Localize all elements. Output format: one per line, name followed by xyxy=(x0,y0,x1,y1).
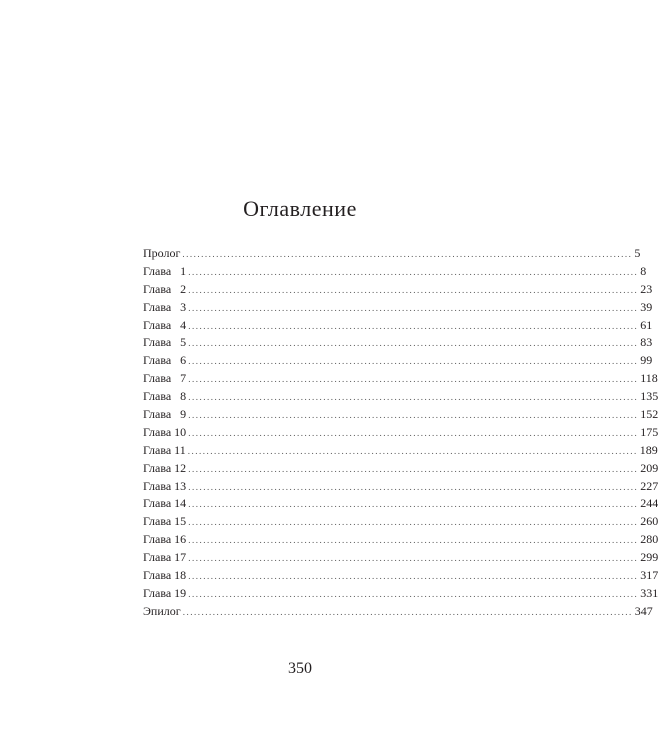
toc-entry xyxy=(143,442,658,460)
toc-entry xyxy=(143,478,658,496)
toc-entry-label: Пролог xyxy=(143,246,181,260)
dot-leader: ........................................................................................................................ xyxy=(188,320,639,331)
toc-entry-label: Глава 14 xyxy=(143,496,187,511)
toc-entry-label: Глава 1 xyxy=(143,263,187,278)
toc-entry-label: Эпилог xyxy=(143,603,181,618)
dot-leader: ........................................................................................................................ xyxy=(188,356,639,367)
toc-entry xyxy=(143,513,658,531)
toc-entry-page: 152 xyxy=(640,407,658,422)
toc-entry-page: 189 xyxy=(639,442,658,457)
dot-leader: ........................................................................................................................ xyxy=(188,374,639,385)
toc-entry-page: 99 xyxy=(640,353,653,368)
toc-entry-label: Глава 13 xyxy=(143,478,187,493)
dot-leader: ........................................................................................................................ xyxy=(188,517,639,528)
toc-entry-label: Глава 3 xyxy=(143,299,187,314)
toc-entry-page: 209 xyxy=(640,460,658,475)
dot-leader: ........................................................................................................................ xyxy=(188,266,639,277)
toc-entry-page: 280 xyxy=(640,532,658,547)
toc-entry-page: 5 xyxy=(634,246,641,260)
toc-entry xyxy=(143,460,658,478)
toc-entry-label: Глава 12 xyxy=(143,460,187,475)
dot-leader: ........................................................................................................................ xyxy=(188,427,639,438)
dot-leader: ........................................................................................................................ xyxy=(188,553,639,564)
dot-leader: ........................................................................................................................ xyxy=(188,338,639,349)
toc-entry xyxy=(143,585,658,603)
toc-entry xyxy=(143,388,658,406)
toc-entry-page: 227 xyxy=(640,478,658,493)
dot-leader: ........................................................................................................................ xyxy=(182,606,633,617)
toc-entry-label: Глава 15 xyxy=(143,514,187,529)
toc-entry xyxy=(143,263,647,281)
toc-list xyxy=(143,245,658,621)
toc-entry xyxy=(143,531,658,549)
toc-entry-page: 83 xyxy=(640,335,653,350)
toc-entry-label: Глава 4 xyxy=(143,317,187,332)
toc-entry xyxy=(143,549,658,567)
toc-entry-label: Глава 11 xyxy=(143,442,186,457)
toc-entry xyxy=(143,352,653,370)
dot-leader: ........................................................................................................................ xyxy=(188,284,639,295)
toc-entry-page: 260 xyxy=(640,514,658,529)
toc-entry-label: Глава 16 xyxy=(143,532,187,547)
toc-entry-page: 347 xyxy=(634,603,653,618)
toc-entry xyxy=(143,370,658,388)
toc-entry-label: Глава 8 xyxy=(143,389,187,404)
toc-entry-page: 135 xyxy=(640,389,658,404)
dot-leader: ........................................................................................................................ xyxy=(188,463,639,474)
toc-entry xyxy=(143,299,653,317)
toc-entry xyxy=(143,603,653,621)
toc-entry-label: Глава 10 xyxy=(143,424,187,439)
toc-entry xyxy=(143,245,641,263)
toc-entry-page: 331 xyxy=(640,585,658,600)
page-number: 350 xyxy=(288,660,312,677)
toc-entry-label: Глава 18 xyxy=(143,568,187,583)
dot-leader: ........................................................................................................................ xyxy=(188,410,639,421)
dot-leader: ........................................................................................................................ xyxy=(188,535,639,546)
dot-leader: ........................................................................................................................ xyxy=(188,302,639,313)
toc-entry xyxy=(143,495,658,513)
toc-entry xyxy=(143,406,658,424)
toc-entry xyxy=(143,567,658,585)
toc-entry-page: 244 xyxy=(640,496,658,511)
dot-leader: ........................................................................................................................ xyxy=(188,588,639,599)
toc-entry-page: 39 xyxy=(640,299,653,314)
toc-entry-page: 317 xyxy=(640,568,658,583)
toc-entry-page: 118 xyxy=(640,371,658,386)
dot-leader: ........................................................................................................................ xyxy=(187,445,638,456)
toc-entry-label: Глава 6 xyxy=(143,353,187,368)
toc-entry xyxy=(143,334,653,352)
toc-entry xyxy=(143,317,653,335)
toc-entry-label: Глава 5 xyxy=(143,335,187,350)
toc-entry-label: Глава 17 xyxy=(143,550,187,565)
dot-leader: ........................................................................................................................ xyxy=(188,571,639,582)
toc-entry-label: Глава 19 xyxy=(143,585,187,600)
toc-entry-label: Глава 2 xyxy=(143,281,187,296)
dot-leader: ........................................................................................................................ xyxy=(188,481,639,492)
toc-entry-page: 61 xyxy=(640,317,653,332)
toc-entry xyxy=(143,281,653,299)
toc-entry-page: 299 xyxy=(640,550,658,565)
toc-entry xyxy=(143,424,658,442)
toc-title: Оглавление xyxy=(243,196,357,221)
toc-entry-page: 8 xyxy=(640,263,647,278)
dot-leader: ........................................................................................................................ xyxy=(182,249,633,259)
toc-entry-label: Глава 9 xyxy=(143,407,187,422)
toc-entry-label: Глава 7 xyxy=(143,371,187,386)
toc-entry-page: 23 xyxy=(640,281,653,296)
toc-entry-page: 175 xyxy=(640,424,658,439)
dot-leader: ........................................................................................................................ xyxy=(188,499,639,510)
dot-leader: ........................................................................................................................ xyxy=(188,392,639,403)
